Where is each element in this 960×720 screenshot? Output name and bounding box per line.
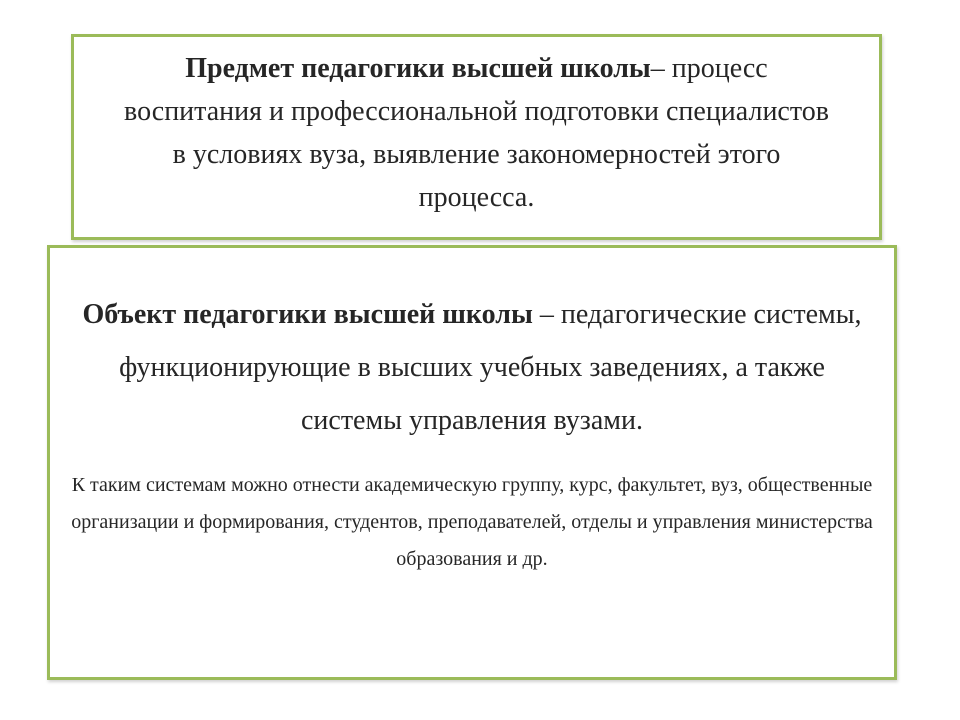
object-examples-text: К таким системам можно отнести академическую группу, курс, факультет, вуз, общественные организации и формирования, студентов, преподавателей, отделы и управления министерства образования и др.: [71, 474, 873, 570]
object-term: Объект педагогики высшей школы: [82, 299, 533, 330]
object-definition-text: – педагогические системы, функционирующие в высших учебных заведениях, а также системы управления вузами.: [119, 299, 862, 436]
subject-term: Предмет педагогики высшей школы: [185, 53, 651, 84]
subject-definition-text: – процесс воспитания и профессиональной подготовки специалистов в условиях вуза, выявление закономерностей этого процесса.: [124, 53, 829, 213]
object-definition: [70, 288, 874, 447]
subject-definition: [114, 47, 839, 219]
object-definition-box: [47, 245, 897, 680]
subject-definition-box: [71, 34, 882, 240]
